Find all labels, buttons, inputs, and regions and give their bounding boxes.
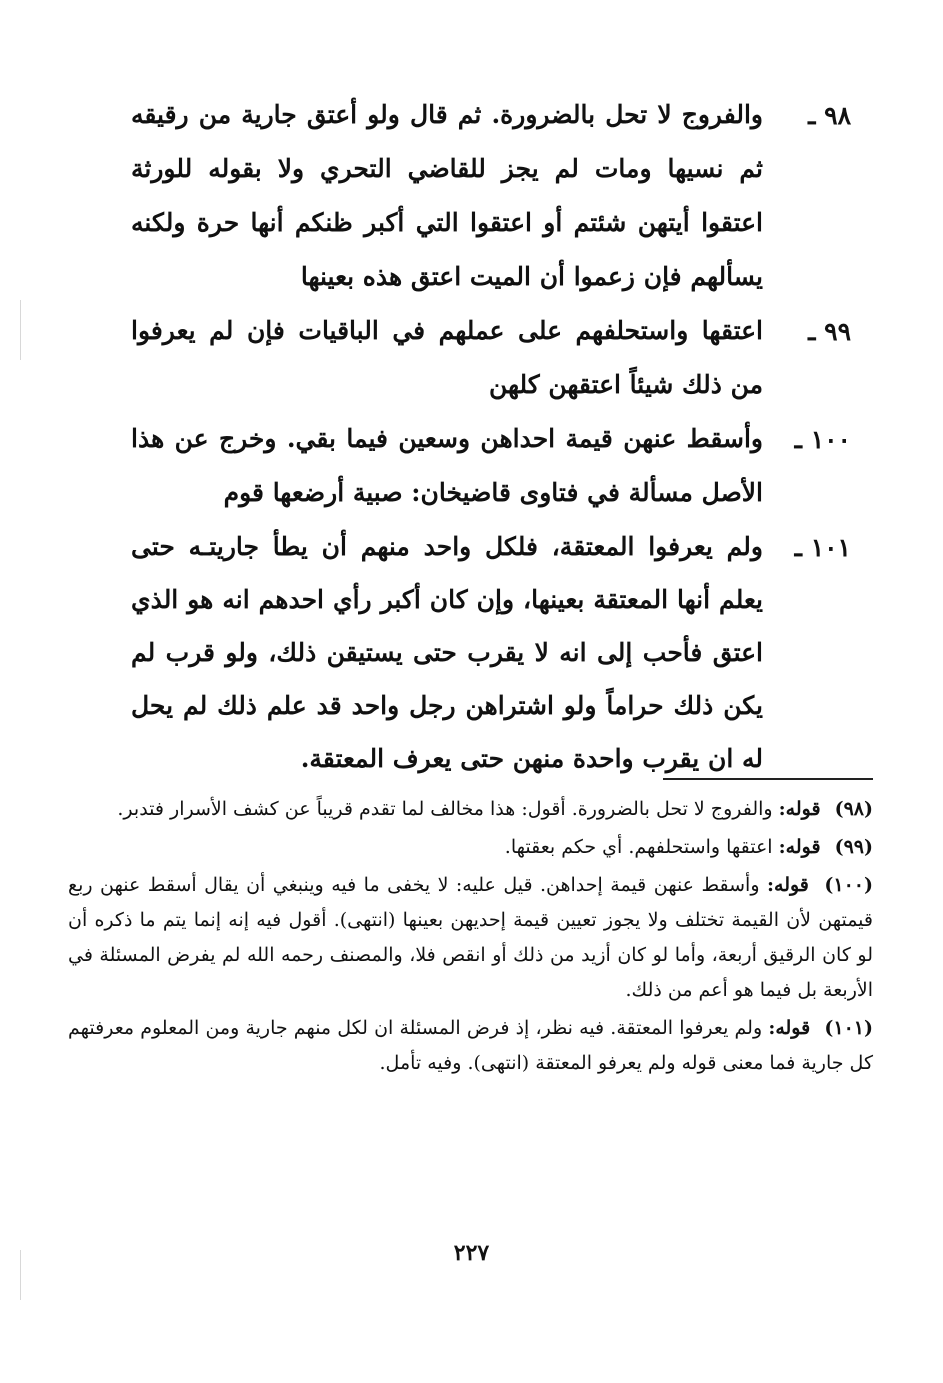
footnotes (68, 792, 873, 1084)
footnote-keyword: قوله: (768, 1017, 811, 1039)
footnote-text: وأسقط عنهن قيمة إحداهن. قيل عليه: لا يخفى ما فيه وينبغي أن يقال أسقط عنهن ربع قيمتهن لأن القيمة تختلف ولا يجوز تعيين قيمة إحديهن بعينها (انتهى). أقول فيه إنه إنما يتم ما ذكره أن لو كان الرقيق أربعة، وأما لو كان أزيد من ذلك أو انقص فلا، والمصنف رحمه الله لم يفرض المسئلة في الأربعة بل فيما هو أعم من ذلك. (68, 874, 873, 1001)
page-number: ٢٢٧ (453, 1240, 490, 1266)
footnote-number: (٩٩) (834, 836, 873, 858)
entry-number: ١٠٠ ـ (794, 425, 851, 454)
footnote-separator (663, 778, 873, 780)
footnote-keyword: قوله: (778, 836, 821, 858)
entry-text: اعتقها واستحلفهم على عملهم في الباقيات فإن لم يعرفوا من ذلك شيئاً اعتقهن كلهن (131, 316, 763, 399)
entry-number: ٩٩ ـ (808, 317, 851, 346)
entry-101 (131, 520, 851, 785)
footnote-number: (٩٨) (834, 798, 873, 820)
entry-text: وأسقط عنهن قيمة احداهن وسعين فيما بقي. وخرج عن هذا الأصل مسألة في فتاوى قاضيخان: صبية أرضعها قوم (131, 424, 763, 507)
footnote-number: (١٠١) (824, 1017, 873, 1039)
entry-number: ١٠١ ـ (794, 533, 851, 562)
footnote-keyword: قوله: (778, 798, 821, 820)
footnote-number: (١٠٠) (824, 874, 873, 896)
footnote-98 (68, 792, 873, 827)
scan-edge-mark (20, 300, 21, 360)
footnote-101 (68, 1011, 873, 1081)
footnote-text: اعتقها واستحلفهم. أي حكم بعقتها. (504, 836, 773, 858)
main-text (131, 88, 851, 785)
entry-text: والفروج لا تحل بالضرورة. ثم قال ولو أعتق جارية من رقيقه ثم نسيها ومات لم يجز للقاضي التحري ولا بقوله للورثة اعتقوا أيتهن شئتم أو اعتقوا التي أكبر ظنكم أنها حرة ولكنه يسألهم فإن زعموا أن الميت اعتق هذه بعينها (131, 100, 763, 291)
entry-99 (131, 304, 851, 412)
entry-number: ٩٨ ـ (808, 101, 851, 130)
entry-98 (131, 88, 851, 304)
footnote-100 (68, 868, 873, 1008)
entry-100 (131, 412, 851, 520)
footnote-99 (68, 830, 873, 865)
scan-edge-mark (20, 1250, 21, 1300)
footnote-text: ولم يعرفوا المعتقة. فيه نظر، إذ فرض المسئلة ان لكل منهم جارية ومن المعلوم معرفتهم كل جارية فما معنى قوله ولم يعرفو المعتقة (انتهى). وفيه تأمل. (68, 1017, 873, 1074)
footnote-keyword: قوله: (767, 874, 809, 896)
entry-text: ولم يعرفوا المعتقة، فلكل واحد منهم أن يطأ جاريتـه حتى يعلم أنها المعتقة بعينها، وإن كان أكبر رأي احدهم انه هو الذي اعتق فأحب إلى انه لا يقرب حتى يستيقن ذلك، ولو قرب لم يكن ذلك حراماً ولو اشتراهن رجل واحد قد علم ذلك لم يحل له ان يقرب واحدة منهن حتى يعرف المعتقة. (131, 532, 763, 773)
footnote-text: والفروج لا تحل بالضرورة. أقول: هذا مخالف لما تقدم قريباً عن كشف الأسرار فتدبر. (117, 798, 773, 820)
